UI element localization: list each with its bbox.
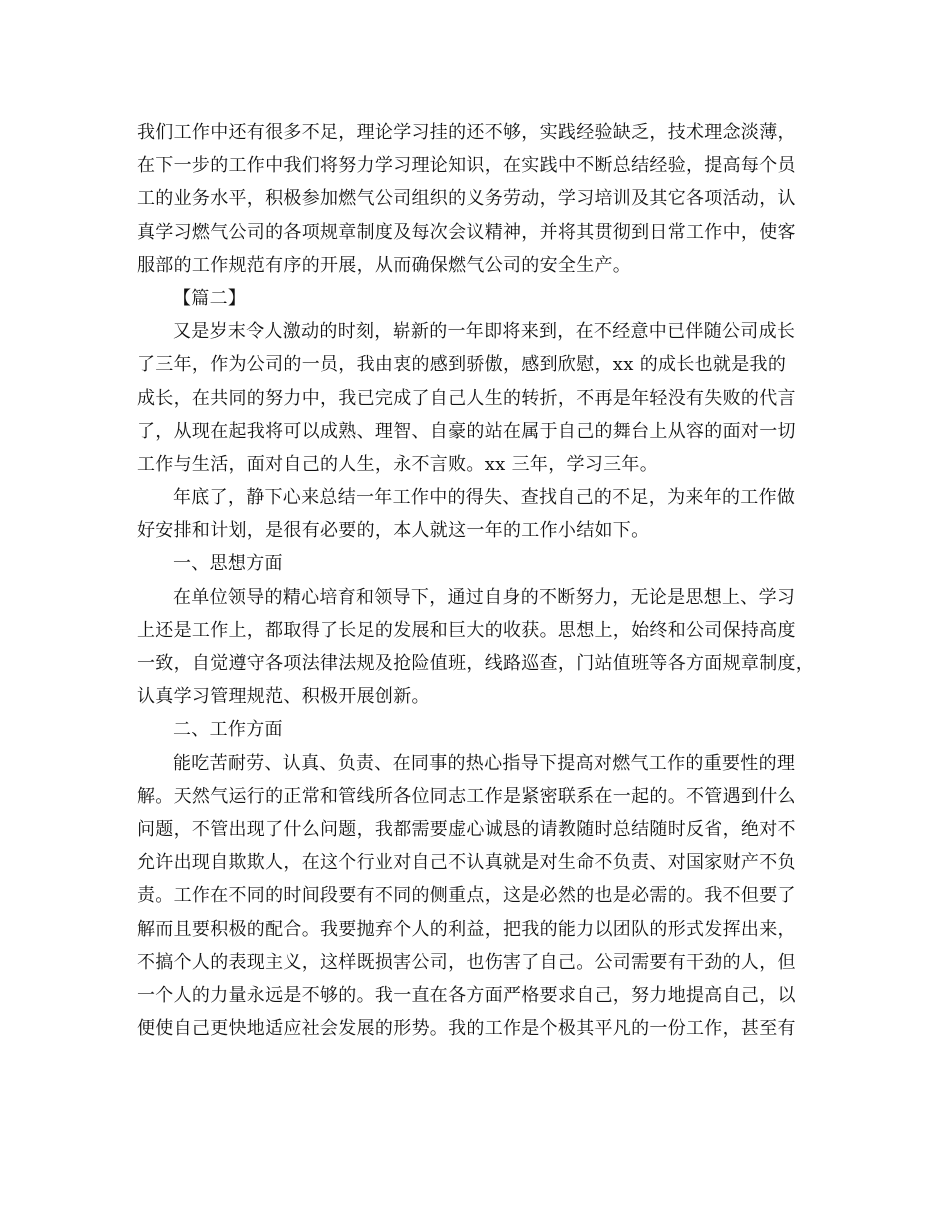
text-line: 好安排和计划，是很有必要的，本人就这一年的工作小结如下。 [137, 520, 650, 542]
text-line: 问题，不管出现了什么问题，我都需要虚心诚恳的请教随时总结随时反省，绝对不 [137, 818, 796, 840]
text-line: 【篇二】 [173, 287, 247, 309]
text-line: 解。天然气运行的正常和管线所各位同志工作是紧密联系在一起的。不管遇到什么 [137, 785, 796, 807]
text-line: 认真学习管理规范、积极开展创新。 [137, 686, 430, 708]
text-line: 上还是工作上，都取得了长足的发展和巨大的收获。思想上，始终和公司保持高度 [137, 619, 796, 641]
text-line: 又是岁末令人激动的时刻，崭新的一年即将来到，在不经意中已伴随公司成长 [173, 321, 796, 343]
text-line: 真学习燃气公司的各项规章制度及每次会议精神，并将其贯彻到日常工作中，使客 [137, 221, 796, 243]
text-line: 一致，自觉遵守各项法律法规及抢险值班，线路巡查，门站值班等各方面规章制度， [137, 653, 815, 674]
text-line: 一、思想方面 [173, 553, 283, 575]
text-line: 成长，在共同的努力中，我已完成了自己人生的转折，不再是年轻没有失败的代言 [137, 387, 796, 409]
document-body [137, 116, 827, 1045]
text-line: 服部的工作规范有序的开展，从而确保燃气公司的安全生产。 [137, 254, 632, 276]
text-line: 了，从现在起我将可以成熟、理智、自豪的站在属于自己的舞台上从容的面对一切 [137, 420, 796, 442]
text-line: 一个人的力量永远是不够的。我一直在各方面严格要求自己，努力地提高自己，以 [137, 984, 796, 1006]
text-line: 便使自己更快地适应社会发展的形势。我的工作是个极其平凡的一份工作，甚至有 [137, 1018, 796, 1040]
text-line: 责。工作在不同的时间段要有不同的侧重点，这是必然的也是必需的。我不但要了 [137, 885, 796, 907]
text-line: 解而且要积极的配合。我要抛弃个人的利益，把我的能力以团队的形式发挥出来， [137, 918, 796, 940]
text-line: 二、工作方面 [173, 719, 283, 741]
text-line: 工作与生活，面对自己的人生，永不言败。xx 三年，学习三年。 [137, 453, 659, 475]
text-line: 年底了，静下心来总结一年工作中的得失、查找自己的不足，为来年的工作做 [173, 487, 796, 509]
text-line: 了三年，作为公司的一员，我由衷的感到骄傲，感到欣慰，xx 的成长也就是我的 [137, 354, 787, 376]
text-line: 在下一步的工作中我们将努力学习理论知识，在实践中不断总结经验，提高每个员 [137, 155, 796, 177]
text-line: 工的业务水平，积极参加燃气公司组织的义务劳动，学习培训及其它各项活动，认 [137, 188, 796, 210]
text-line: 允许出现自欺欺人，在这个行业对自己不认真就是对生命不负责、对国家财产不负 [137, 852, 796, 874]
text-line: 不搞个人的表现主义，这样既损害公司，也伤害了自己。公司需要有干劲的人，但 [137, 951, 796, 973]
text-line: 我们工作中还有很多不足，理论学习挂的还不够，实践经验缺乏，技术理念淡薄， [137, 122, 796, 143]
text-line: 能吃苦耐劳、认真、负责、在同事的热心指导下提高对燃气工作的重要性的理 [173, 752, 796, 774]
text-line: 在单位领导的精心培育和领导下，通过自身的不断努力，无论是思想上、学习 [173, 586, 796, 608]
